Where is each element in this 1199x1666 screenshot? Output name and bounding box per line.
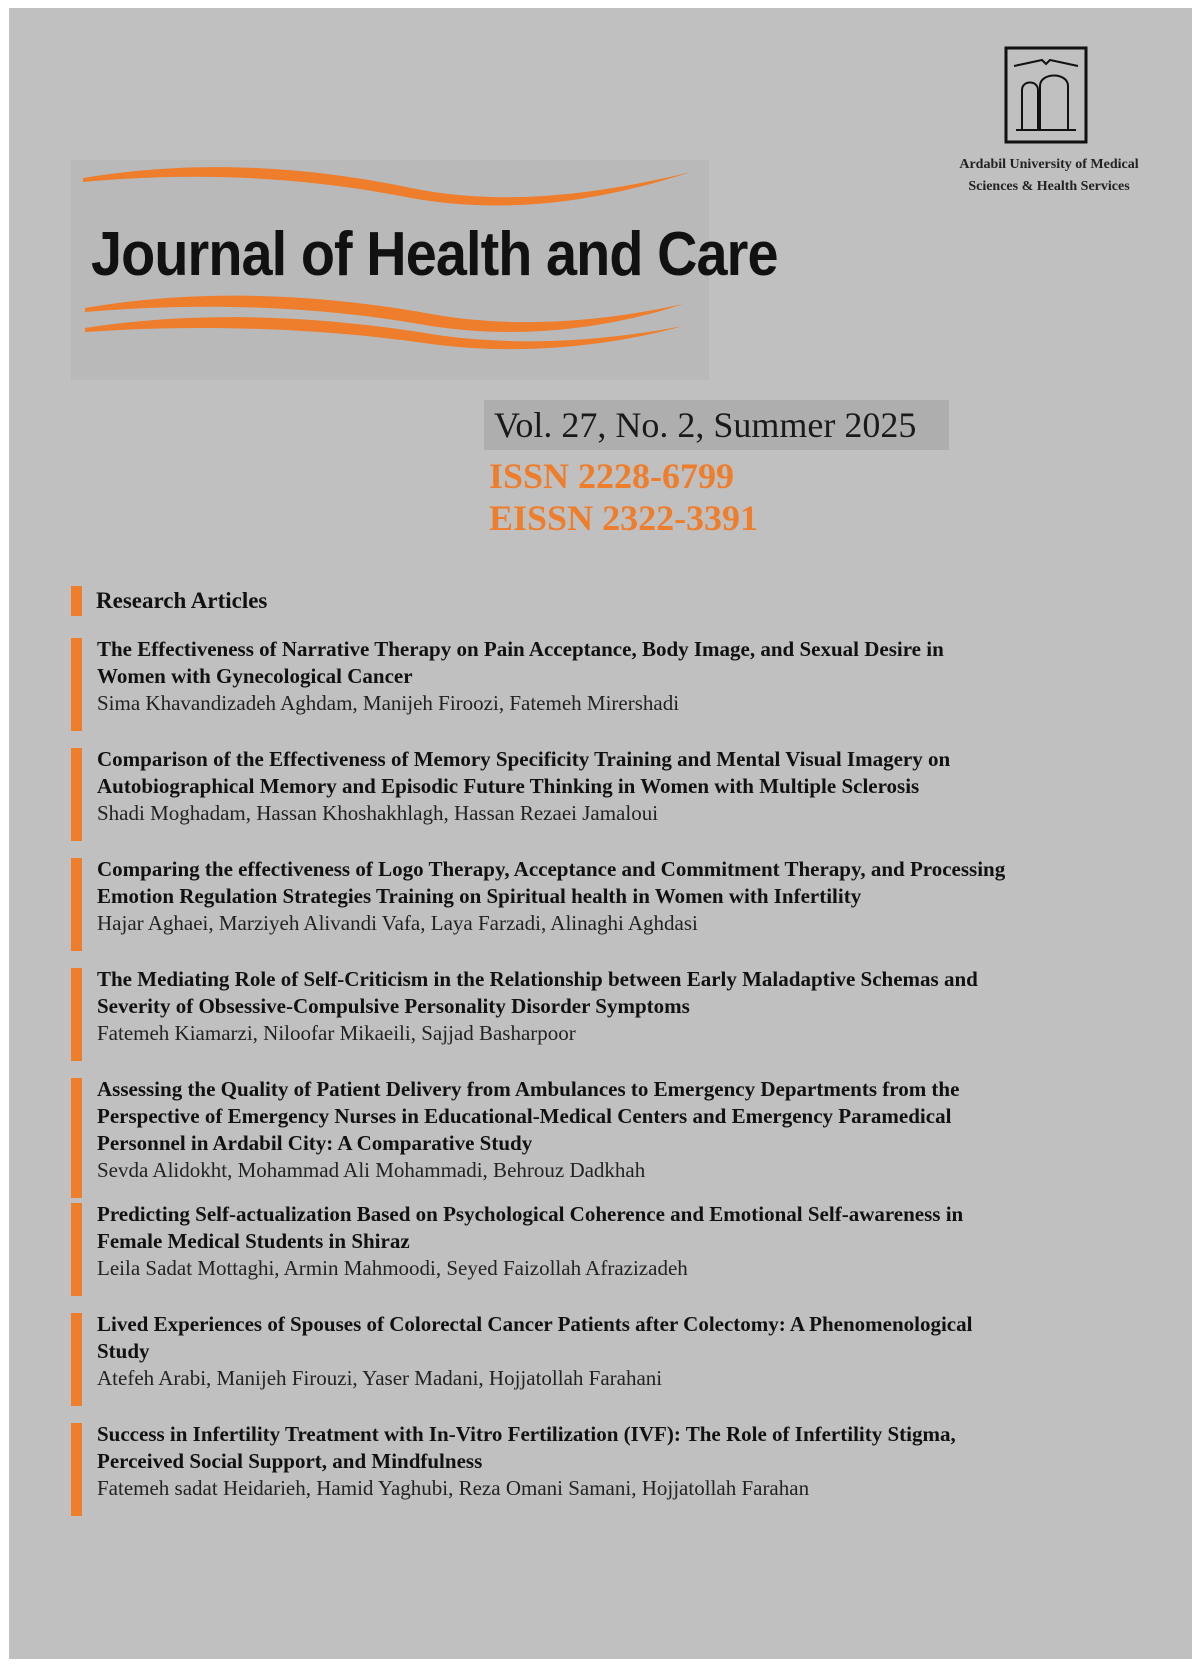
volume-issue: Vol. 27, No. 2, Summer 2025: [484, 400, 949, 450]
accent-bar: [71, 1078, 82, 1198]
article-title-line: Comparison of the Effectiveness of Memory Specificity Training and Mental Visual Imagery on: [97, 747, 951, 771]
article-title-line: Severity of Obsessive-Compulsive Personality Disorder Symptoms: [97, 994, 690, 1018]
article-authors: Hajar Aghaei, Marziyeh Alivandi Vafa, Laya Farzadi, Alinaghi Aghdasi: [97, 911, 698, 935]
article-authors: Sima Khavandizadeh Aghdam, Manijeh Firoozi, Fatemeh Mirershadi: [97, 691, 680, 715]
article-title-line: Perspective of Emergency Nurses in Educational-Medical Centers and Emergency Paramedical: [97, 1104, 952, 1128]
article-entry: [71, 1311, 1131, 1392]
article-authors: Sevda Alidokht, Mohammad Ali Mohammadi, Behrouz Dadkhah: [97, 1158, 646, 1182]
accent-bar: [71, 968, 82, 1061]
publisher-line-1: Ardabil University of Medical: [959, 157, 1139, 172]
accent-bar: [71, 748, 82, 841]
article-title-line: Emotion Regulation Strategies Training on Spiritual health in Women with Infertility: [97, 884, 862, 908]
article-title-line: Autobiographical Memory and Episodic Future Thinking in Women with Multiple Sclerosis: [97, 774, 920, 798]
publisher-name: [934, 154, 1164, 198]
issn-electronic: EISSN 2322-3391: [489, 498, 759, 538]
article-title-line: Female Medical Students in Shiraz: [97, 1229, 410, 1253]
article-entry: [71, 636, 1131, 717]
article-entry: [71, 746, 1131, 827]
article-title-line: Personnel in Ardabil City: A Comparative Study: [97, 1131, 533, 1155]
accent-bar: [71, 1203, 82, 1296]
article-title-line: Predicting Self-actualization Based on Psychological Coherence and Emotional Self-awareness in: [97, 1202, 964, 1226]
article-entry: [71, 1201, 1131, 1282]
title-banner: [71, 160, 778, 380]
article-title-line: Success in Infertility Treatment with In-Vitro Fertilization (IVF): The Role of Infertility Stigma,: [97, 1422, 956, 1446]
article-authors: Shadi Moghadam, Hassan Khoshakhlagh, Hassan Rezaei Jamaloui: [97, 801, 659, 825]
accent-bar: [71, 858, 82, 951]
article-title-line: Comparing the effectiveness of Logo Therapy, Acceptance and Commitment Therapy, and Processing: [97, 857, 1006, 881]
university-logo-icon: [1004, 46, 1088, 144]
article-title-line: The Mediating Role of Self-Criticism in the Relationship between Early Maladaptive Schemas and: [97, 967, 978, 991]
article-title-line: The Effectiveness of Narrative Therapy on Pain Acceptance, Body Image, and Sexual Desire in: [97, 637, 944, 661]
accent-bar: [71, 638, 82, 731]
journal-title: Journal of Health and Care: [91, 220, 778, 289]
article-entry: [71, 966, 1131, 1047]
article-authors: Leila Sadat Mottaghi, Armin Mahmoodi, Seyed Faizollah Afrazizadeh: [97, 1256, 688, 1280]
journal-cover: [9, 8, 1192, 1659]
article-title-line: Study: [97, 1339, 150, 1363]
article-authors: Atefeh Arabi, Manijeh Firouzi, Yaser Madani, Hojjatollah Farahani: [97, 1366, 663, 1390]
article-title-line: Women with Gynecological Cancer: [97, 664, 413, 688]
article-title-line: Assessing the Quality of Patient Delivery from Ambulances to Emergency Departments from the: [97, 1077, 960, 1101]
article-authors: Fatemeh sadat Heidarieh, Hamid Yaghubi, Reza Omani Samani, Hojjatollah Farahan: [97, 1476, 810, 1500]
article-entry: [71, 1076, 1131, 1184]
article-entry: [71, 856, 1131, 937]
section-label: Research Articles: [96, 588, 268, 613]
article-title-line: Perceived Social Support, and Mindfulness: [97, 1449, 483, 1473]
accent-bar: [71, 1423, 82, 1516]
article-title-line: Lived Experiences of Spouses of Colorectal Cancer Patients after Colectomy: A Phenomenological: [97, 1312, 973, 1336]
accent-bar: [71, 1313, 82, 1406]
issn-print: ISSN 2228-6799: [489, 456, 735, 496]
accent-bar: [71, 586, 82, 616]
article-entry: [71, 1421, 1131, 1502]
article-authors: Fatemeh Kiamarzi, Niloofar Mikaeili, Sajjad Basharpoor: [97, 1021, 576, 1045]
publisher-line-2: Sciences & Health Services: [968, 179, 1130, 194]
